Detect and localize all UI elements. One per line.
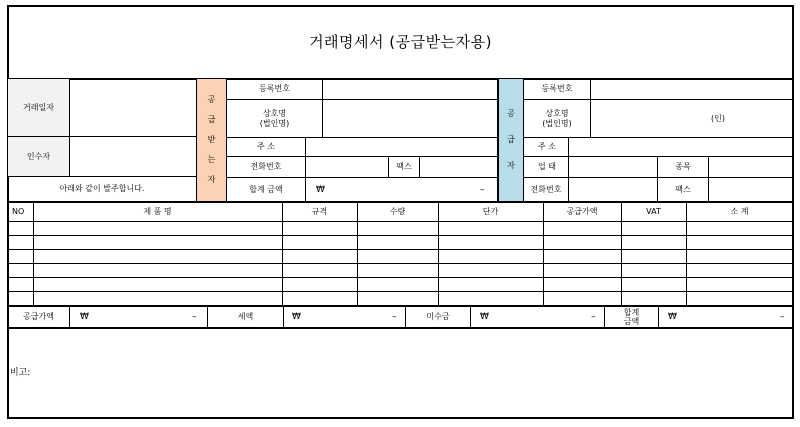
buyer-fax-field[interactable] [420, 157, 497, 177]
supplier-reg-no-label: 등록번호 [541, 84, 573, 93]
buyer-reg-no-label: 등록번호 [259, 84, 290, 93]
buyer-phone-field[interactable] [306, 157, 388, 177]
receiver-field[interactable] [69, 137, 196, 176]
table-row [7, 235, 794, 236]
supplier-side-char: 공 [507, 109, 515, 118]
buyer-total-currency: ₩ [316, 184, 325, 195]
supplier-type-field[interactable] [709, 157, 793, 177]
supplier-side-label [499, 79, 523, 201]
summary-total-label-line1: 합계 [623, 308, 640, 317]
supplier-type-label: 종목 [675, 162, 691, 171]
summary-total-label [605, 307, 658, 327]
summary-vline [658, 306, 659, 327]
supplier-address-field[interactable] [569, 138, 793, 156]
buyer-company-field[interactable] [323, 100, 497, 137]
buyer-address-label: 주 소 [257, 142, 275, 151]
summary-vline [69, 306, 70, 327]
supplier-company-label-line1: 상호명 [545, 108, 569, 118]
supplier-side-char: 자 [507, 161, 515, 170]
col-header-spec: 규격 [311, 207, 328, 216]
supplier-side-char: 급 [507, 135, 515, 144]
table-row [7, 221, 794, 222]
summary-vline [470, 306, 471, 327]
col-header-vat: VAT [646, 207, 661, 216]
buyer-address-field[interactable] [306, 138, 497, 156]
summary-unpaid-value[interactable]: – [591, 312, 596, 322]
summary-supply-currency: ₩ [80, 312, 89, 322]
buyer-side-char: 받 [207, 135, 216, 144]
supplier-company-label-line2: (법인명) [542, 118, 572, 128]
table-row [7, 277, 794, 278]
supplier-fax-label: 팩스 [675, 184, 691, 194]
supplier-address-label: 주 소 [538, 142, 556, 151]
buyer-total-label: 합계 금액 [249, 184, 283, 194]
buyer-side-label [197, 79, 226, 201]
buyer-side-char: 공 [207, 95, 216, 104]
buyer-side-char: 급 [207, 115, 216, 124]
buyer-fax-label: 팩스 [396, 162, 412, 171]
supplier-fax-field[interactable] [709, 178, 793, 201]
buyer-side-char: 는 [207, 155, 216, 164]
document-title: 거래명세서 (공급받는자용) [309, 33, 492, 51]
summary-tax-label: 세액 [237, 312, 254, 321]
buyer-total-value[interactable]: – [480, 184, 485, 195]
summary-tax-currency: ₩ [292, 312, 301, 322]
col-header-subtotal: 소 계 [730, 207, 749, 216]
table-row [7, 291, 794, 292]
buyer-reg-no-field[interactable] [323, 79, 497, 99]
supplier-company-label [524, 100, 590, 137]
summary-supply-value[interactable]: – [192, 312, 197, 322]
supplier-phone-label: 전화번호 [530, 184, 562, 194]
supplier-reg-no-field[interactable] [591, 79, 793, 99]
col-header-unit-price: 단가 [482, 207, 499, 216]
supplier-business-label: 업 태 [538, 162, 556, 171]
col-header-supply-amount: 공급가액 [566, 207, 598, 216]
remarks-label: 비고: [10, 368, 31, 378]
summary-total-label-line2: 금액 [623, 317, 640, 326]
buyer-company-label [227, 100, 322, 137]
col-header-no: NO [12, 207, 25, 216]
summary-vline [283, 306, 284, 327]
col-header-qty: 수량 [389, 207, 406, 216]
summary-unpaid-currency: ₩ [480, 312, 489, 322]
summary-tax-value[interactable]: – [392, 312, 397, 322]
table-row [7, 263, 794, 264]
buyer-company-label-line2: (법인명) [259, 118, 290, 128]
remarks-field[interactable] [48, 330, 792, 416]
supplier-business-field[interactable] [569, 157, 657, 177]
buyer-company-label-line1: 상호명 [262, 108, 287, 118]
date-field[interactable] [69, 79, 196, 136]
remarks-top-divider [7, 327, 794, 329]
buyer-phone-label: 전화번호 [250, 162, 282, 171]
buyer-side-char: 자 [207, 175, 216, 184]
summary-supply-label: 공급가액 [23, 312, 54, 321]
summary-total-value[interactable]: – [780, 312, 785, 322]
table-row [7, 249, 794, 250]
receiver-label: 인수자 [8, 137, 69, 176]
supplier-seal: (인) [711, 113, 725, 123]
supplier-phone-field[interactable] [569, 178, 657, 201]
summary-unpaid-label: 미수금 [426, 312, 450, 321]
summary-total-currency: ₩ [668, 312, 677, 322]
order-note: 아래와 같이 발주합니다. [59, 184, 145, 193]
col-header-product: 제 품 명 [143, 207, 172, 216]
date-label: 거래일자 [8, 79, 69, 136]
